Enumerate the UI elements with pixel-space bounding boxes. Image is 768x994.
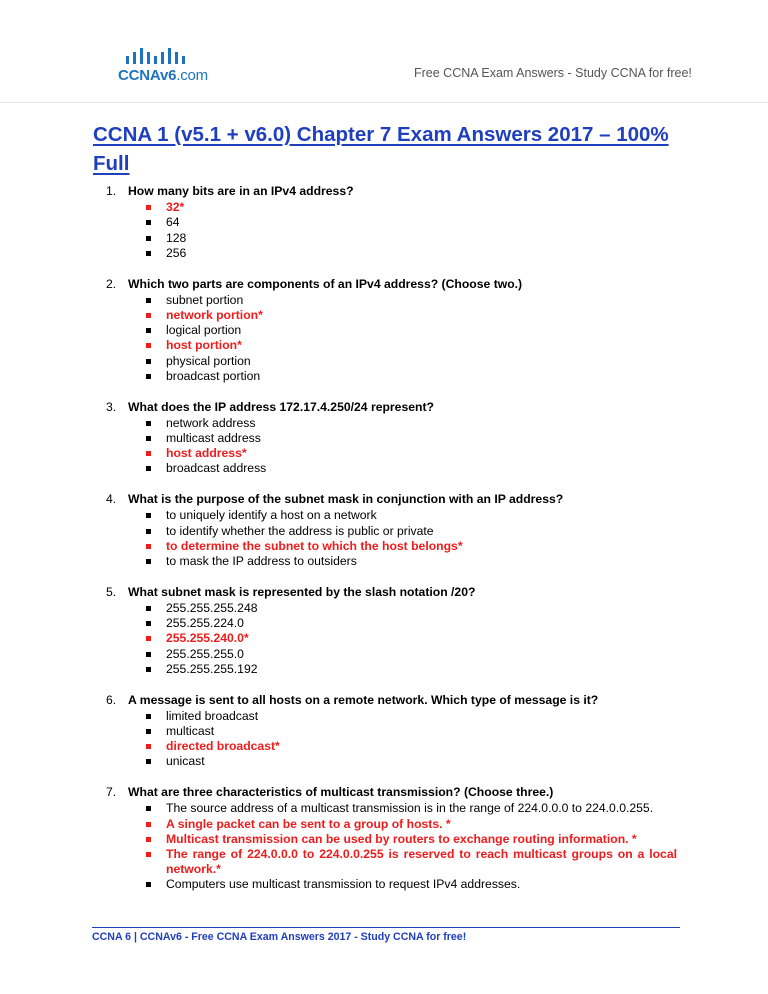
answer-option-text: 256 <box>166 245 187 260</box>
square-bullet-icon <box>146 374 151 379</box>
answer-option <box>93 369 693 384</box>
square-bullet-icon <box>146 636 151 641</box>
question-list <box>93 184 693 893</box>
answer-option-text: 255.255.255.248 <box>166 601 258 616</box>
answer-option <box>93 431 693 446</box>
answer-option-text: limited broadcast <box>166 708 259 723</box>
answer-option <box>93 416 693 431</box>
logo-text: CCNAv6.com <box>118 67 208 84</box>
answer-option <box>93 461 693 476</box>
answer-option <box>93 323 693 338</box>
square-bullet-icon <box>146 822 151 827</box>
answer-options <box>93 293 693 384</box>
square-bullet-icon <box>146 343 151 348</box>
answer-option <box>93 616 693 631</box>
correct-answer-option <box>93 739 693 754</box>
correct-answer-option <box>93 539 693 554</box>
question-number: 5. <box>106 584 117 599</box>
answer-option <box>93 215 693 230</box>
answer-option <box>93 524 693 539</box>
answer-option-text: host address* <box>166 446 247 461</box>
square-bullet-icon <box>146 852 151 857</box>
answer-option-text: directed broadcast* <box>166 739 280 754</box>
correct-answer-option <box>93 847 677 877</box>
answer-option <box>93 877 693 892</box>
answer-option <box>93 647 693 662</box>
answer-option <box>93 354 693 369</box>
question-item <box>93 400 693 477</box>
square-bullet-icon <box>146 298 151 303</box>
question-text: How many bits are in an IPv4 address? <box>128 184 354 198</box>
answer-options <box>93 416 693 477</box>
question-text: What is the purpose of the subnet mask in conjunction with an IP address? <box>128 492 564 507</box>
answer-option-text: logical portion <box>166 323 242 338</box>
square-bullet-icon <box>146 544 151 549</box>
square-bullet-icon <box>146 421 151 426</box>
question-item <box>93 277 693 384</box>
answer-option-text: 255.255.255.0 <box>166 646 244 661</box>
footer-divider <box>92 927 680 928</box>
answer-option-text: The range of 224.0.0.0 to 224.0.0.255 is reserved to reach multicast groups on a local network.* <box>166 847 677 877</box>
square-bullet-icon <box>146 328 151 333</box>
square-bullet-icon <box>146 744 151 749</box>
answer-option-text: network address <box>166 415 256 430</box>
square-bullet-icon <box>146 236 151 241</box>
question-item <box>93 585 693 677</box>
answer-option-text: 64 <box>166 215 180 230</box>
answer-option-text: 32* <box>166 200 185 215</box>
answer-option-text: Computers use multicast transmission to request IPv4 addresses. <box>166 877 521 892</box>
answer-options <box>93 601 693 677</box>
answer-option-text: 255.255.255.192 <box>166 661 258 676</box>
answer-option-text: to determine the subnet to which the host belongs* <box>166 538 463 553</box>
square-bullet-icon <box>146 205 151 210</box>
answer-option-text: subnet portion <box>166 292 244 307</box>
question-item <box>93 693 693 770</box>
correct-answer-option <box>93 200 693 215</box>
square-bullet-icon <box>146 529 151 534</box>
answer-option <box>93 724 693 739</box>
square-bullet-icon <box>146 621 151 626</box>
question-text: Which two parts are components of an IPv4 address? (Choose two.) <box>128 276 523 291</box>
question-text: What subnet mask is represented by the slash notation /20? <box>128 584 476 599</box>
square-bullet-icon <box>146 806 151 811</box>
question-text: What does the IP address 172.17.4.250/24 represent? <box>128 399 434 414</box>
square-bullet-icon <box>146 220 151 225</box>
square-bullet-icon <box>146 837 151 842</box>
answer-option-text: unicast <box>166 754 205 769</box>
answer-option-text: multicast address <box>166 431 261 446</box>
square-bullet-icon <box>146 759 151 764</box>
answer-option-text: to mask the IP address to outsiders <box>166 554 357 569</box>
page-footer: CCNA 6 | CCNAv6 - Free CCNA Exam Answers 2017 - Study CCNA for free! <box>92 931 467 943</box>
question-item <box>93 492 693 569</box>
answer-option-text: A single packet can be sent to a group of hosts. * <box>166 816 451 831</box>
square-bullet-icon <box>146 559 151 564</box>
square-bullet-icon <box>146 606 151 611</box>
question-number: 6. <box>106 692 117 707</box>
answer-option <box>93 709 693 724</box>
answer-option-text: 255.255.224.0 <box>166 616 244 631</box>
correct-answer-option <box>93 338 693 353</box>
answer-option <box>93 231 693 246</box>
header-tagline: Free CCNA Exam Answers - Study CCNA for free! <box>414 66 692 80</box>
correct-answer-option <box>93 817 693 832</box>
square-bullet-icon <box>146 436 151 441</box>
answer-option <box>93 508 693 523</box>
question-number: 2. <box>106 276 117 291</box>
answer-option <box>93 601 693 616</box>
square-bullet-icon <box>146 652 151 657</box>
answer-options <box>93 801 693 892</box>
correct-answer-option <box>93 631 693 646</box>
square-bullet-icon <box>146 251 151 256</box>
answer-option-text: Multicast transmission can be used by routers to exchange routing information. * <box>166 831 637 846</box>
answer-option-text: broadcast address <box>166 461 267 476</box>
square-bullet-icon <box>146 313 151 318</box>
question-number: 1. <box>106 184 117 198</box>
answer-option <box>93 554 693 569</box>
question-number: 4. <box>106 492 117 507</box>
square-bullet-icon <box>146 466 151 471</box>
cisco-bars-icon <box>124 44 194 64</box>
answer-options <box>93 200 693 261</box>
correct-answer-option <box>93 308 693 323</box>
answer-option-text: to identify whether the address is public or private <box>166 523 434 538</box>
correct-answer-option <box>93 832 693 847</box>
question-item <box>93 785 693 892</box>
question-text: What are three characteristics of multicast transmission? (Choose three.) <box>128 785 554 800</box>
square-bullet-icon <box>146 359 151 364</box>
answer-option <box>93 801 677 816</box>
question-text: A message is sent to all hosts on a remote network. Which type of message is it? <box>128 692 599 707</box>
header-divider <box>0 102 768 103</box>
site-logo[interactable] <box>118 44 208 88</box>
answer-option-text: network portion* <box>166 308 263 323</box>
answer-options <box>93 508 693 569</box>
correct-answer-option <box>93 446 693 461</box>
question-number: 3. <box>106 399 117 414</box>
answer-options <box>93 709 693 770</box>
question-item <box>93 184 693 261</box>
question-number: 7. <box>106 785 117 800</box>
answer-option-text: 255.255.240.0* <box>166 631 249 646</box>
page-title[interactable]: CCNA 1 (v5.1 + v6.0) Chapter 7 Exam Answers 2017 – 100% Full <box>93 123 669 175</box>
square-bullet-icon <box>146 451 151 456</box>
answer-option-text: to uniquely identify a host on a network <box>166 508 377 523</box>
answer-option-text: multicast <box>166 724 215 739</box>
answer-option-text: 128 <box>166 230 187 245</box>
answer-option-text: host portion* <box>166 338 242 353</box>
answer-option-text: The source address of a multicast transmission is in the range of 224.0.0.0 to 224.0.0.255. <box>166 801 654 816</box>
square-bullet-icon <box>146 513 151 518</box>
square-bullet-icon <box>146 667 151 672</box>
answer-option <box>93 246 693 261</box>
answer-option <box>93 293 693 308</box>
square-bullet-icon <box>146 882 151 887</box>
answer-option <box>93 662 693 677</box>
answer-option-text: physical portion <box>166 353 251 368</box>
square-bullet-icon <box>146 714 151 719</box>
square-bullet-icon <box>146 729 151 734</box>
answer-option <box>93 754 693 769</box>
page-header <box>0 0 768 104</box>
answer-option-text: broadcast portion <box>166 368 261 383</box>
